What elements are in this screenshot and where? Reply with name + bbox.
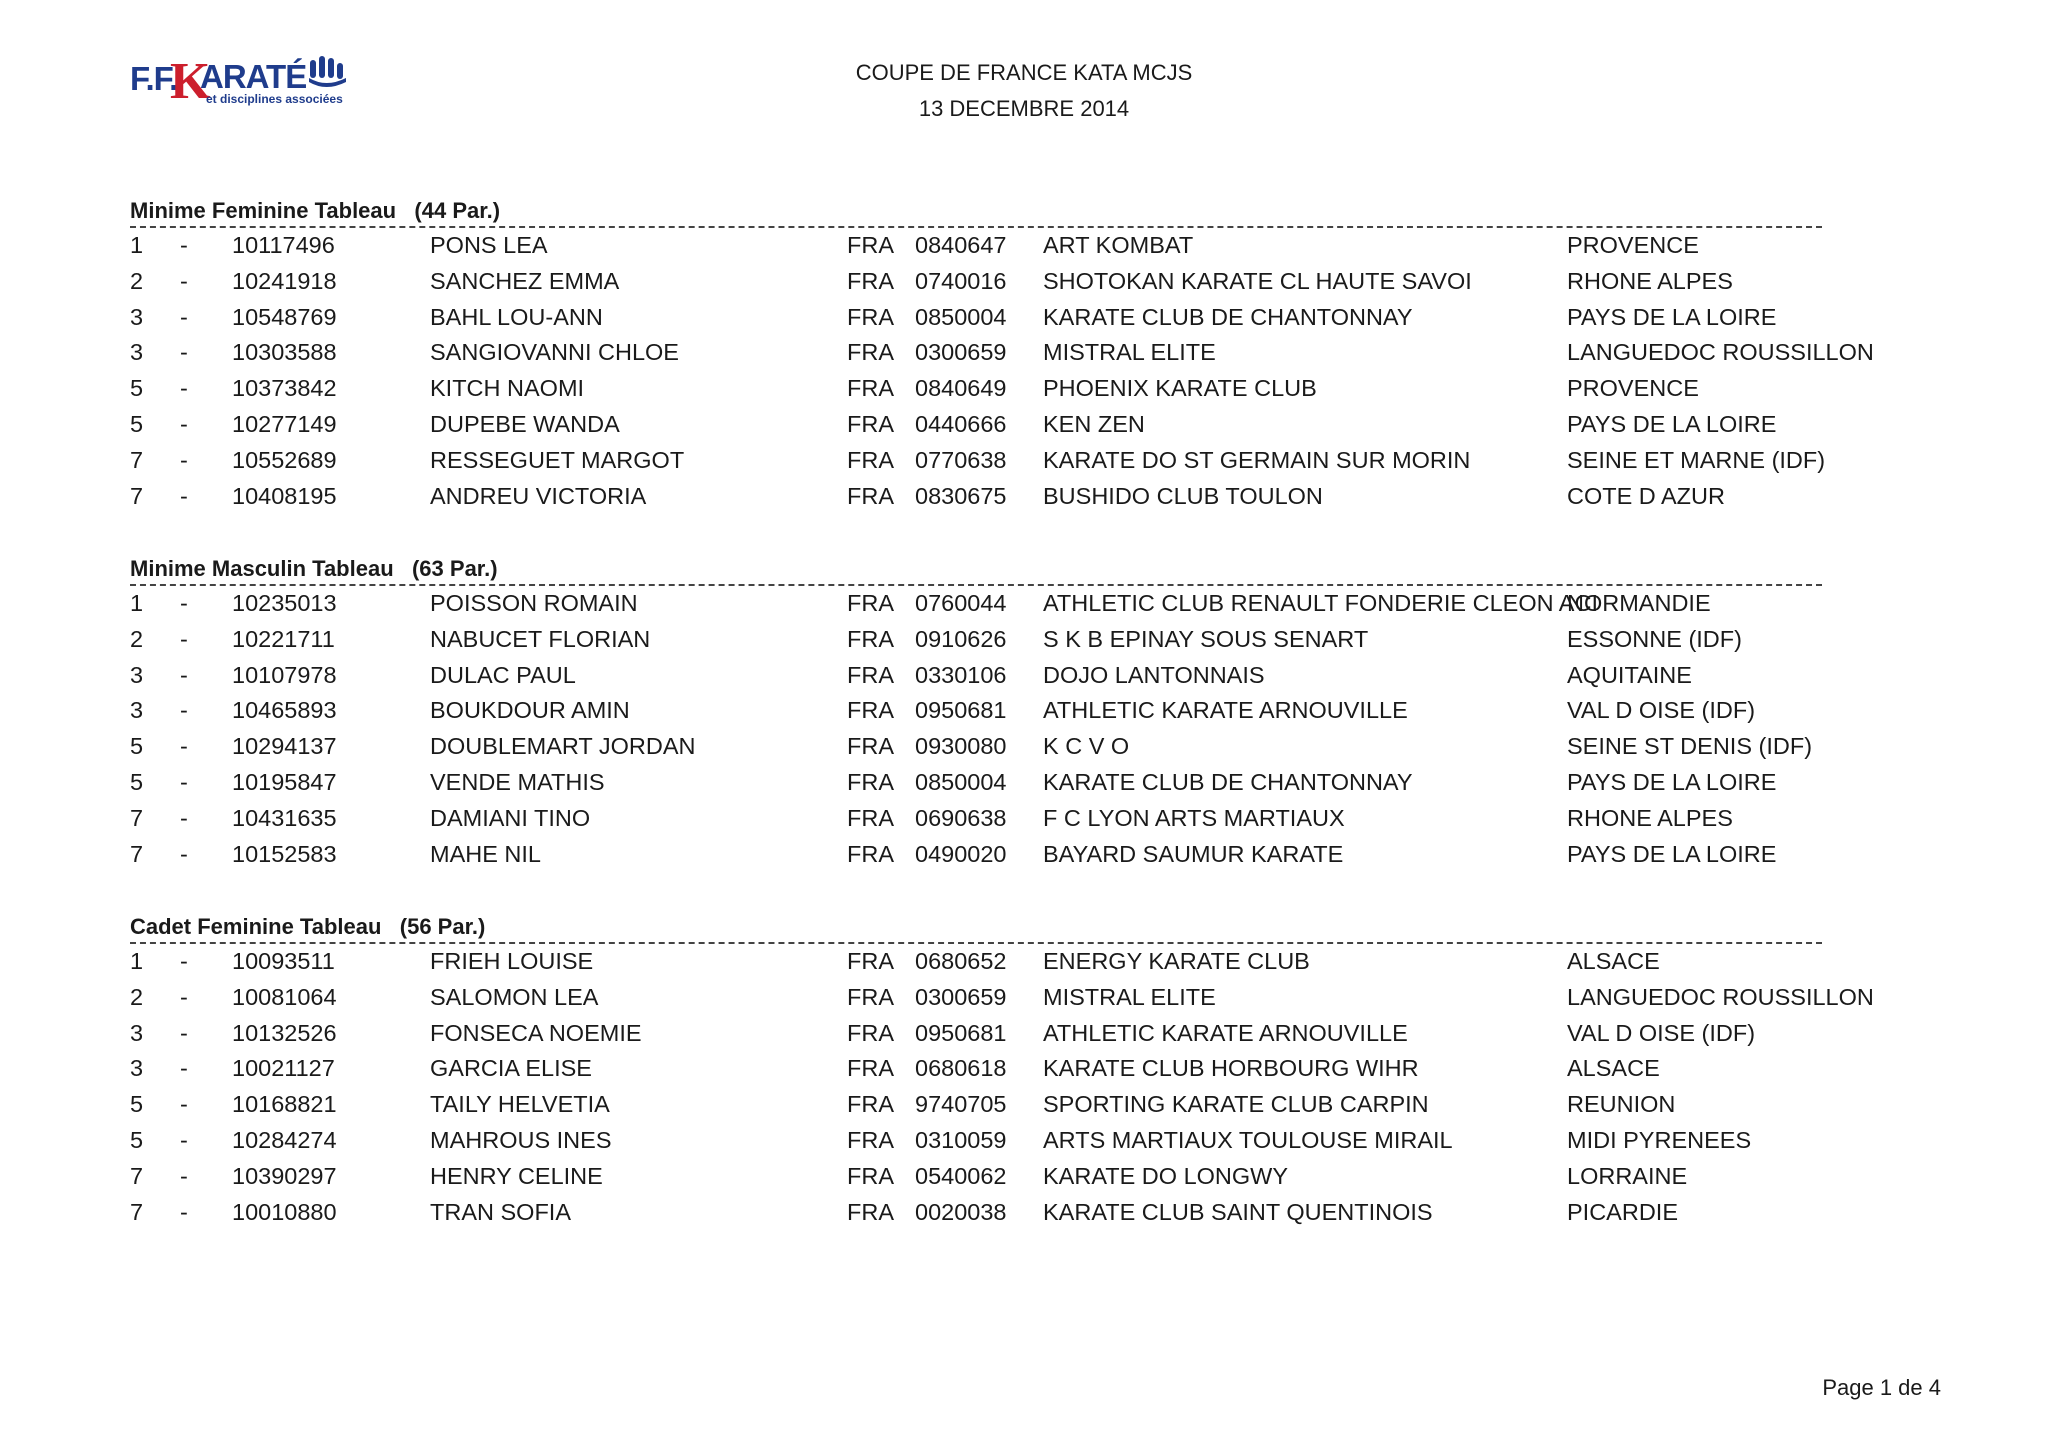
league-cell: PICARDIE xyxy=(1567,1198,1678,1225)
table-row xyxy=(130,622,1822,658)
club-code-cell: 0930080 xyxy=(915,733,1007,760)
nationality-cell: FRA xyxy=(847,375,894,402)
section-title-text: Cadet Feminine Tableau (56 Par.) xyxy=(130,914,486,939)
nationality-cell: FRA xyxy=(847,948,894,974)
club-name-cell: F C LYON ARTS MARTIAUX xyxy=(1043,804,1345,831)
club-name-cell: ATHLETIC KARATE ARNOUVILLE xyxy=(1043,697,1408,724)
nationality-cell: FRA xyxy=(847,1091,894,1118)
club-name-cell: K C V O xyxy=(1043,733,1130,760)
dash-cell: - xyxy=(180,983,188,1010)
dash-cell: - xyxy=(180,768,188,795)
league-cell: VAL D OISE (IDF) xyxy=(1567,697,1756,724)
club-code-cell: 0020038 xyxy=(915,1198,1007,1225)
athlete-name-cell: TAILY HELVETIA xyxy=(430,1091,610,1118)
club-code-cell: 0440666 xyxy=(915,410,1007,437)
rank-cell: 2 xyxy=(130,625,144,652)
dash-cell: - xyxy=(180,840,188,867)
rank-cell: 2 xyxy=(130,983,144,1010)
rank-cell: 7 xyxy=(130,1198,144,1225)
document-title: COUPE DE FRANCE KATA MCJS xyxy=(855,60,1193,85)
club-code-cell: 0740016 xyxy=(915,267,1007,294)
dash-cell: - xyxy=(180,661,188,688)
athlete-name-cell: SALOMON LEA xyxy=(430,983,599,1010)
club-name-cell: KARATE CLUB DE CHANTONNAY xyxy=(1043,768,1413,795)
dash-cell: - xyxy=(180,232,188,258)
dash-cell: - xyxy=(180,1091,188,1118)
table-row xyxy=(130,980,1874,1016)
license-number-cell: 10284274 xyxy=(232,1126,337,1153)
club-name-cell: ATHLETIC CLUB RENAULT FONDERIE CLEON ACI xyxy=(1043,590,1598,616)
nationality-cell: FRA xyxy=(847,410,894,437)
club-code-cell: 0540062 xyxy=(915,1162,1007,1189)
nationality-cell: FRA xyxy=(847,1055,894,1082)
nationality-cell: FRA xyxy=(847,768,894,795)
nationality-cell: FRA xyxy=(847,446,894,473)
table-row xyxy=(130,1123,1822,1159)
table-row xyxy=(130,371,1822,407)
license-number-cell: 10277149 xyxy=(232,410,337,437)
license-number-cell: 10195847 xyxy=(232,768,337,795)
dash-cell: - xyxy=(180,375,188,402)
club-code-cell: 9740705 xyxy=(915,1091,1007,1118)
league-cell: NORMANDIE xyxy=(1567,590,1711,616)
license-number-cell: 10294137 xyxy=(232,733,337,760)
league-cell: RHONE ALPES xyxy=(1567,267,1733,294)
athlete-name-cell: NABUCET FLORIAN xyxy=(430,625,651,652)
club-code-cell: 0300659 xyxy=(915,983,1007,1010)
rank-cell: 1 xyxy=(130,948,144,974)
club-name-cell: ARTS MARTIAUX TOULOUSE MIRAIL xyxy=(1043,1126,1453,1153)
club-name-cell: SHOTOKAN KARATE CL HAUTE SAVOI xyxy=(1043,267,1472,294)
license-number-cell: 10010880 xyxy=(232,1198,337,1225)
league-cell: PROVENCE xyxy=(1567,375,1699,402)
license-number-cell: 10303588 xyxy=(232,339,337,366)
dash-cell: - xyxy=(180,339,188,366)
license-number-cell: 10552689 xyxy=(232,446,337,473)
license-number-cell: 10081064 xyxy=(232,983,337,1010)
club-code-cell: 0690638 xyxy=(915,804,1007,831)
league-cell: PROVENCE xyxy=(1567,232,1699,258)
table-row xyxy=(130,1016,1822,1052)
athlete-name-cell: VENDE MATHIS xyxy=(430,768,605,795)
club-name-cell: MISTRAL ELITE xyxy=(1043,339,1216,366)
club-name-cell: KARATE CLUB HORBOURG WIHR xyxy=(1043,1055,1419,1082)
rank-cell: 3 xyxy=(130,339,144,366)
dash-cell: - xyxy=(180,733,188,760)
rank-cell: 3 xyxy=(130,303,144,330)
club-code-cell: 0490020 xyxy=(915,840,1007,867)
club-name-cell: BUSHIDO CLUB TOULON xyxy=(1043,482,1323,509)
athlete-name-cell: FONSECA NOEMIE xyxy=(430,1019,642,1046)
license-number-cell: 10408195 xyxy=(232,482,337,509)
rank-cell: 5 xyxy=(130,375,144,402)
athlete-name-cell: DAMIANI TINO xyxy=(430,804,591,831)
athlete-name-cell: RESSEGUET MARGOT xyxy=(430,446,685,473)
dash-cell: - xyxy=(180,590,188,616)
league-cell: PAYS DE LA LOIRE xyxy=(1567,840,1777,867)
club-code-cell: 0850004 xyxy=(915,768,1007,795)
club-name-cell: SPORTING KARATE CLUB CARPIN xyxy=(1043,1091,1429,1118)
club-code-cell: 0840647 xyxy=(915,232,1007,258)
nationality-cell: FRA xyxy=(847,733,894,760)
league-cell: PAYS DE LA LOIRE xyxy=(1567,410,1777,437)
license-number-cell: 10107978 xyxy=(232,661,337,688)
license-number-cell: 10431635 xyxy=(232,804,337,831)
club-name-cell: KARATE DO ST GERMAIN SUR MORIN xyxy=(1043,446,1471,473)
league-cell: ALSACE xyxy=(1567,948,1660,974)
rank-cell: 1 xyxy=(130,232,144,258)
rank-cell: 3 xyxy=(130,697,144,724)
section-title-text: Minime Masculin Tableau (63 Par.) xyxy=(130,556,498,581)
license-number-cell: 10132526 xyxy=(232,1019,337,1046)
nationality-cell: FRA xyxy=(847,303,894,330)
license-number-cell: 10390297 xyxy=(232,1162,337,1189)
athlete-name-cell: DUPEBE WANDA xyxy=(430,410,620,437)
rank-cell: 7 xyxy=(130,804,144,831)
league-cell: SEINE ST DENIS (IDF) xyxy=(1567,733,1813,760)
nationality-cell: FRA xyxy=(847,983,894,1010)
table-row xyxy=(130,586,1822,622)
league-cell: COTE D AZUR xyxy=(1567,482,1725,509)
rank-cell: 5 xyxy=(130,733,144,760)
rank-cell: 3 xyxy=(130,1019,144,1046)
club-name-cell: KEN ZEN xyxy=(1043,410,1145,437)
license-number-cell: 10465893 xyxy=(232,697,337,724)
athlete-name-cell: SANGIOVANNI CHLOE xyxy=(430,339,679,366)
athlete-name-cell: MAHE NIL xyxy=(430,840,541,867)
athlete-name-cell: BOUKDOUR AMIN xyxy=(430,697,630,724)
dash-cell: - xyxy=(180,625,188,652)
dash-cell: - xyxy=(180,1019,188,1046)
rank-cell: 3 xyxy=(130,661,144,688)
athlete-name-cell: ANDREU VICTORIA xyxy=(430,482,647,509)
club-name-cell: ENERGY KARATE CLUB xyxy=(1043,948,1310,974)
dash-cell: - xyxy=(180,1126,188,1153)
league-cell: RHONE ALPES xyxy=(1567,804,1733,831)
rank-cell: 7 xyxy=(130,1162,144,1189)
logo-k-letter: K xyxy=(170,53,211,110)
rank-cell: 2 xyxy=(130,267,144,294)
nationality-cell: FRA xyxy=(847,840,894,867)
license-number-cell: 10152583 xyxy=(232,840,337,867)
table-row xyxy=(130,443,1826,479)
dash-cell: - xyxy=(180,303,188,330)
rank-cell: 7 xyxy=(130,482,144,509)
rank-cell: 1 xyxy=(130,590,144,616)
license-number-cell: 10093511 xyxy=(232,948,335,974)
nationality-cell: FRA xyxy=(847,482,894,509)
table-row xyxy=(130,944,1822,980)
athlete-name-cell: KITCH NAOMI xyxy=(430,375,585,402)
rank-cell: 3 xyxy=(130,1055,144,1082)
club-name-cell: DOJO LANTONNAIS xyxy=(1043,661,1265,688)
table-row xyxy=(130,765,1822,801)
results-section xyxy=(130,906,1874,1230)
dash-cell: - xyxy=(180,267,188,294)
results-section xyxy=(130,548,1822,872)
dash-cell: - xyxy=(180,948,188,974)
dash-cell: - xyxy=(180,697,188,724)
nationality-cell: FRA xyxy=(847,625,894,652)
table-row xyxy=(130,658,1822,694)
table-row xyxy=(130,335,1874,371)
dash-cell: - xyxy=(180,482,188,509)
nationality-cell: FRA xyxy=(847,804,894,831)
license-number-cell: 10373842 xyxy=(232,375,337,402)
table-row xyxy=(130,801,1822,837)
logo-ff-text: F.F. xyxy=(130,60,178,97)
results-section xyxy=(130,190,1874,514)
rank-cell: 5 xyxy=(130,768,144,795)
club-code-cell: 0950681 xyxy=(915,1019,1007,1046)
table-row xyxy=(130,479,1822,515)
nationality-cell: FRA xyxy=(847,339,894,366)
athlete-name-cell: DULAC PAUL xyxy=(430,661,576,688)
athlete-name-cell: DOUBLEMART JORDAN xyxy=(430,733,696,760)
club-code-cell: 0830675 xyxy=(915,482,1007,509)
nationality-cell: FRA xyxy=(847,697,894,724)
athlete-name-cell: SANCHEZ EMMA xyxy=(430,267,620,294)
table-row xyxy=(130,1051,1822,1087)
table-row xyxy=(130,693,1822,729)
league-cell: ALSACE xyxy=(1567,1055,1660,1082)
athlete-name-cell: HENRY CELINE xyxy=(430,1162,603,1189)
athlete-name-cell: GARCIA ELISE xyxy=(430,1055,592,1082)
club-code-cell: 0850004 xyxy=(915,303,1007,330)
table-row xyxy=(130,1159,1822,1195)
rank-cell: 5 xyxy=(130,1091,144,1118)
club-name-cell: KARATE DO LONGWY xyxy=(1043,1162,1289,1189)
rank-cell: 7 xyxy=(130,840,144,867)
nationality-cell: FRA xyxy=(847,232,894,258)
rank-cell: 7 xyxy=(130,446,144,473)
league-cell: LANGUEDOC ROUSSILLON xyxy=(1567,339,1874,366)
athlete-name-cell: BAHL LOU-ANN xyxy=(430,303,603,330)
club-code-cell: 0680652 xyxy=(915,948,1007,974)
section-title-text: Minime Feminine Tableau (44 Par.) xyxy=(130,198,501,223)
club-name-cell: ATHLETIC KARATE ARNOUVILLE xyxy=(1043,1019,1408,1046)
dash-cell: - xyxy=(180,410,188,437)
club-code-cell: 0840649 xyxy=(915,375,1007,402)
license-number-cell: 10021127 xyxy=(232,1055,335,1082)
section-title xyxy=(130,548,1822,586)
table-row xyxy=(130,729,1822,765)
table-row xyxy=(130,837,1822,873)
club-code-cell: 0330106 xyxy=(915,661,1007,688)
dash-cell: - xyxy=(180,446,188,473)
club-name-cell: BAYARD SAUMUR KARATE xyxy=(1043,840,1344,867)
table-row xyxy=(130,1087,1822,1123)
nationality-cell: FRA xyxy=(847,1126,894,1153)
license-number-cell: 10168821 xyxy=(232,1091,337,1118)
league-cell: VAL D OISE (IDF) xyxy=(1567,1019,1756,1046)
license-number-cell: 10241918 xyxy=(232,267,337,294)
nationality-cell: FRA xyxy=(847,590,894,616)
athlete-name-cell: PONS LEA xyxy=(430,232,548,258)
nationality-cell: FRA xyxy=(847,1162,894,1189)
club-code-cell: 0310059 xyxy=(915,1126,1007,1153)
league-cell: LANGUEDOC ROUSSILLON xyxy=(1567,983,1874,1010)
section-title xyxy=(130,906,1822,944)
dash-cell: - xyxy=(180,1162,188,1189)
league-cell: PAYS DE LA LOIRE xyxy=(1567,768,1777,795)
club-code-cell: 0300659 xyxy=(915,339,1007,366)
club-name-cell: MISTRAL ELITE xyxy=(1043,983,1216,1010)
club-name-cell: ART KOMBAT xyxy=(1043,232,1194,258)
table-row xyxy=(130,300,1822,336)
league-cell: LORRAINE xyxy=(1567,1162,1688,1189)
club-name-cell: PHOENIX KARATE CLUB xyxy=(1043,375,1317,402)
table-row xyxy=(130,1195,1822,1231)
club-code-cell: 0950681 xyxy=(915,697,1007,724)
dash-cell: - xyxy=(180,1198,188,1225)
club-name-cell: KARATE CLUB DE CHANTONNAY xyxy=(1043,303,1413,330)
logo-arate-text: ARATÉ xyxy=(200,58,307,95)
dash-cell: - xyxy=(180,1055,188,1082)
league-cell: AQUITAINE xyxy=(1567,661,1692,688)
license-number-cell: 10221711 xyxy=(232,625,335,652)
club-name-cell: KARATE CLUB SAINT QUENTINOIS xyxy=(1043,1198,1433,1225)
athlete-name-cell: FRIEH LOUISE xyxy=(430,948,594,974)
club-code-cell: 0910626 xyxy=(915,625,1007,652)
athlete-name-cell: MAHROUS INES xyxy=(430,1126,612,1153)
league-cell: SEINE ET MARNE (IDF) xyxy=(1567,446,1826,473)
rank-cell: 5 xyxy=(130,410,144,437)
table-row xyxy=(130,407,1822,443)
league-cell: PAYS DE LA LOIRE xyxy=(1567,303,1777,330)
license-number-cell: 10235013 xyxy=(232,590,337,616)
section-title xyxy=(130,190,1822,228)
club-code-cell: 0770638 xyxy=(915,446,1007,473)
license-number-cell: 10548769 xyxy=(232,303,337,330)
table-row xyxy=(130,228,1822,264)
club-name-cell: S K B EPINAY SOUS SENART xyxy=(1043,625,1369,652)
athlete-name-cell: TRAN SOFIA xyxy=(430,1198,572,1225)
league-cell: REUNION xyxy=(1567,1091,1676,1118)
nationality-cell: FRA xyxy=(847,661,894,688)
league-cell: MIDI PYRENEES xyxy=(1567,1126,1752,1153)
nationality-cell: FRA xyxy=(847,1198,894,1225)
table-row xyxy=(130,264,1822,300)
logo-subtitle: et disciplines associées xyxy=(206,92,343,106)
license-number-cell: 10117496 xyxy=(232,232,335,258)
club-code-cell: 0760044 xyxy=(915,590,1007,616)
nationality-cell: FRA xyxy=(847,267,894,294)
page-number: Page 1 de 4 xyxy=(1822,1375,1941,1400)
athlete-name-cell: POISSON ROMAIN xyxy=(430,590,638,616)
nationality-cell: FRA xyxy=(847,1019,894,1046)
dash-cell: - xyxy=(180,804,188,831)
document-date: 13 DECEMBRE 2014 xyxy=(918,96,1130,121)
rank-cell: 5 xyxy=(130,1126,144,1153)
league-cell: ESSONNE (IDF) xyxy=(1567,625,1742,652)
club-code-cell: 0680618 xyxy=(915,1055,1007,1082)
